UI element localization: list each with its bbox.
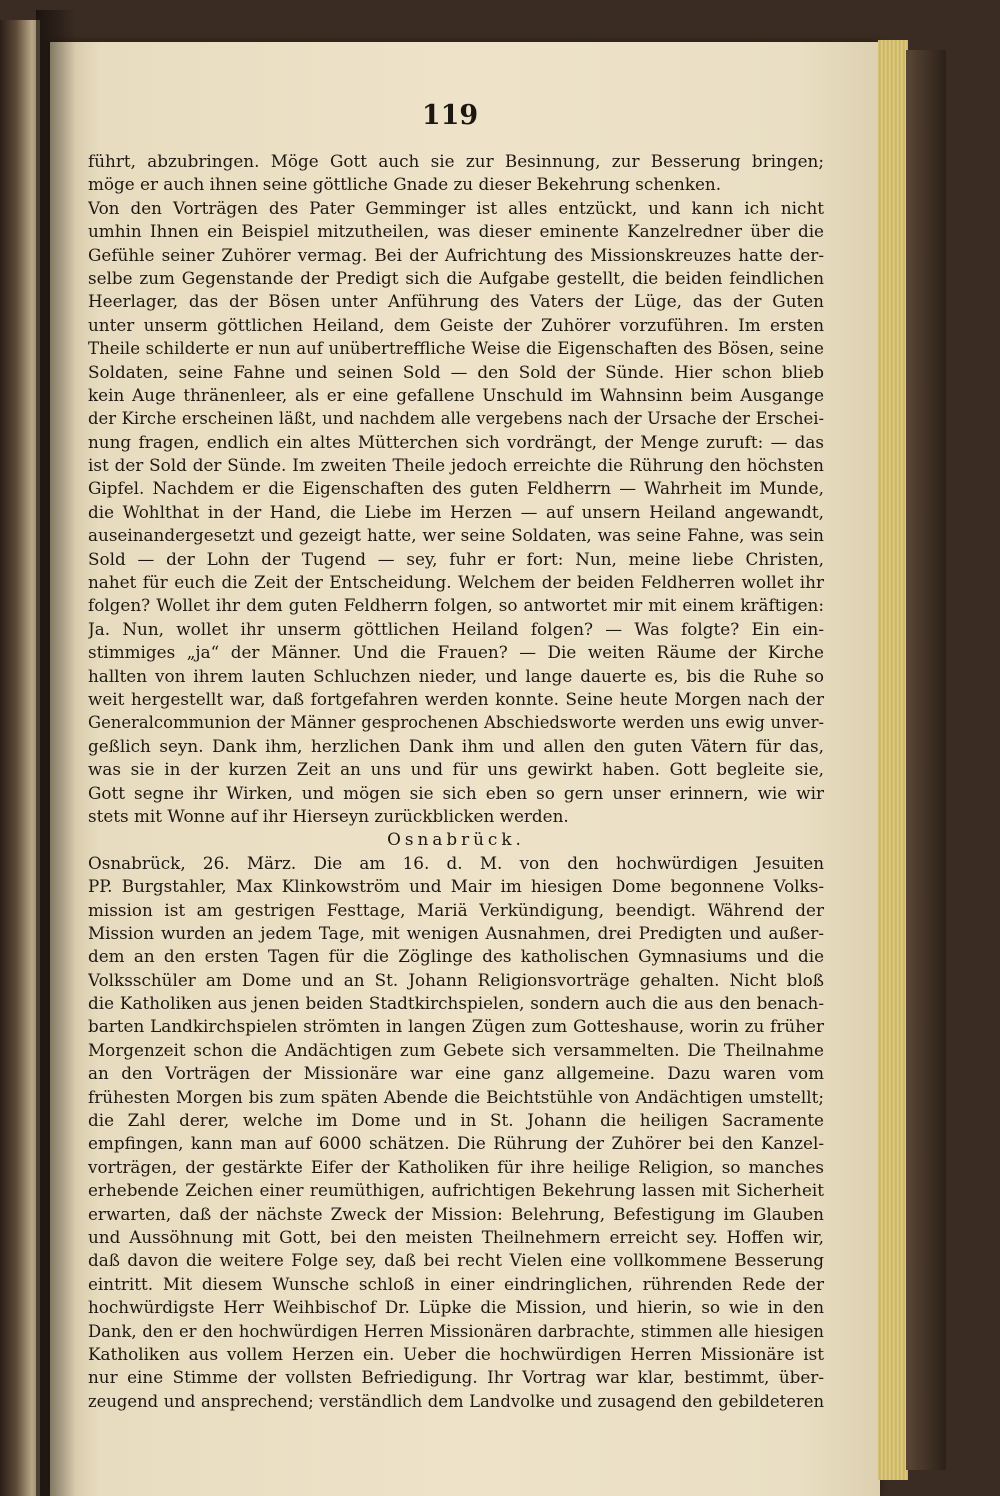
text-line: mission ist am gestrigen Festtage, Mariä Verkündigung, beendigt. Während der [88, 899, 824, 920]
text-line: Volksschüler am Dome und an St. Johann Religionsvorträge gehalten. Nicht bloß [88, 969, 824, 990]
text-line: Katholiken aus vollem Herzen ein. Ueber die hochwürdigen Herren Missionäre ist [88, 1343, 824, 1364]
text-line: ist der Sold der Sünde. Im zweiten Theile jedoch erreichte die Rührung den höchsten [88, 455, 824, 476]
text-line: umhin Ihnen ein Beispiel mitzutheilen, was dieser eminente Kanzelredner über die [88, 221, 824, 242]
text-line: Gott segne ihr Wirken, und mögen sie sich eben so gern unser erinnern, wie wir [88, 782, 824, 803]
text-line: führt, abzubringen. Möge Gott auch sie zur Besinnung, zur Besserung bringen; [88, 151, 824, 171]
text-line: Soldaten, seine Fahne und seinen Sold — den Sold der Sünde. Hier schon blieb [88, 361, 824, 382]
book-cover-edge [906, 50, 946, 1470]
text-line: vorträgen, der gestärkte Eifer der Katholiken für ihre heilige Religion, so manches [88, 1156, 824, 1177]
text-line: stets mit Wonne auf ihr Hierseyn zurückblicken werden. [88, 805, 569, 826]
text-line: Mission wurden an jedem Tage, mit wenigen Ausnahmen, drei Predigten und außer- [88, 922, 824, 943]
text-line: auseinandergesetzt und gezeigt hatte, wer seine Soldaten, was seine Fahne, was sein [88, 525, 824, 546]
text-line: hallten von ihrem lauten Schluchzen nieder, und lange dauerte es, bis die Ruhe so [88, 665, 824, 686]
text-line: weit hergestellt war, daß fortgefahren werden konnte. Seine heute Morgen nach der [88, 688, 824, 709]
text-line: hochwürdigste Herr Weihbischof Dr. Lüpke die Mission, und hierin, so wie in den [88, 1297, 824, 1318]
text-line: empfingen, kann man auf 6000 schätzen. Die Rührung der Zuhörer bei den Kanzel- [88, 1133, 824, 1154]
text-line: stimmiges „ja“ der Männer. Und die Frauen? — Die weiten Räume der Kirche [88, 642, 824, 663]
text-line: nahet für euch die Zeit der Entscheidung. Welchem der beiden Feldherren wollet ihr [88, 572, 824, 593]
text-line: Morgenzeit schon die Andächtigen zum Gebete sich versammelten. Die Theilnahme [88, 1039, 824, 1060]
text-line: Theile schilderte er nun auf unübertreffliche Weise die Eigenschaften des Bösen, seine [88, 339, 824, 359]
body-text [88, 150, 824, 1413]
spine-shadow [36, 10, 76, 1496]
text-line: Dank, den er den hochwürdigen Herren Missionären darbrachte, stimmen alle hiesigen [88, 1321, 824, 1341]
text-line: und Aussöhnung mit Gott, bei den meisten Theilnehmern erreicht sey. Hoffen wir, [88, 1226, 824, 1247]
text-line: möge er auch ihnen seine göttliche Gnade zu dieser Bekehrung schenken. [88, 174, 722, 195]
text-line: nung fragen, endlich ein altes Mütterchen sich vordrängt, der Menge zuruft: — das [88, 431, 824, 452]
facing-page-edge [0, 20, 40, 1496]
text-line: eintritt. Mit diesem Wunsche schloß in einer eindringlichen, rührenden Rede der [88, 1273, 824, 1294]
text-line: Generalcommunion der Männer gesprochenen Abschiedsworte werden uns ewig unver- [88, 713, 824, 733]
text-line: barten Landkirchspielen strömten in langen Zügen zum Gotteshause, worin zu früher [88, 1016, 824, 1037]
text-line: nur eine Stimme der vollsten Befriedigung. Ihr Vortrag war klar, bestimmt, über- [88, 1367, 824, 1388]
text-line: Gefühle seiner Zuhörer vermag. Bei der Aufrichtung des Missionskreuzes hatte der- [88, 244, 824, 265]
text-line: zeugend und ansprechend; verständlich dem Landvolke und zusagend den gebildeteren [88, 1391, 824, 1411]
text-line: daß davon die weitere Folge sey, daß bei recht Vielen eine vollkommene Besserung [88, 1250, 824, 1271]
text-line: geßlich seyn. Dank ihm, herzlichen Dank ihm und allen den guten Vätern für das, [88, 735, 824, 756]
text-line: folgen? Wollet ihr dem guten Feldherrn folgen, so antwortet mir mit einem kräftigen: [88, 595, 824, 616]
text-line: kein Auge thränenleer, als er eine gefallene Unschuld im Wahnsinn beim Ausgange [88, 384, 824, 405]
text-line: Osnabrück, 26. März. Die am 16. d. M. von den hochwürdigen Jesuiten [88, 852, 824, 873]
text-line: Von den Vorträgen des Pater Gemminger ist alles entzückt, und kann ich nicht [88, 197, 824, 218]
text-line: Sold — der Lohn der Tugend — sey, fuhr er fort: Nun, meine liebe Christen, [88, 548, 824, 569]
text-line: erwarten, daß der nächste Zweck der Mission: Belehrung, Befestigung im Glauben [88, 1203, 824, 1224]
page-number: 119 [421, 100, 479, 131]
text-line: die Wohlthat in der Hand, die Liebe im Herzen — auf unsern Heiland angewandt, [88, 501, 824, 522]
text-line: die Katholiken aus jenen beiden Stadtkirchspielen, sondern auch die aus den benach- [88, 993, 824, 1014]
text-line: frühesten Morgen bis zum späten Abende die Beichtstühle von Andächtigen umstellt; [88, 1086, 824, 1107]
text-line: der Kirche erscheinen läßt, und nachdem alle vergebens nach der Ursache der Erschei- [88, 409, 824, 429]
text-line: Gipfel. Nachdem er die Eigenschaften des guten Feldherrn — Wahrheit im Munde, [88, 478, 824, 499]
text-line: die Zahl derer, welche im Dome und in St. Johann die heiligen Sacramente [88, 1110, 824, 1131]
section-heading: Osnabrück. [387, 829, 525, 850]
text-line: erhebende Zeichen einer reumüthigen, aufrichtigen Bekehrung lassen mit Sicherheit [88, 1180, 824, 1201]
page-fore-edge [878, 40, 908, 1480]
text-line: was sie in der kurzen Zeit an uns und für uns gewirkt haben. Gott begleite sie, [88, 759, 824, 780]
faint-footer-bleedthrough [88, 1366, 824, 1386]
text-line: dem an den ersten Tagen für die Zöglinge des katholischen Gymnasiums und die [88, 946, 824, 967]
text-line: an den Vorträgen der Missionäre war eine ganz allgemeine. Dazu waren vom [88, 1063, 824, 1084]
text-line: PP. Burgstahler, Max Klinkowström und Mair im hiesigen Dome begonnene Volks- [88, 876, 824, 897]
text-line: selbe zum Gegenstande der Predigt sich die Aufgabe gestellt, die beiden feindlichen [88, 267, 824, 288]
text-line: unter unserm göttlichen Heiland, dem Geiste der Zuhörer vorzuführen. Im ersten [88, 314, 824, 335]
text-line: Ja. Nun, wollet ihr unserm göttlichen Heiland folgen? — Was folgte? Ein ein- [88, 618, 824, 639]
text-line: Heerlager, das der Bösen unter Anführung des Vaters der Lüge, das der Guten [88, 291, 824, 312]
